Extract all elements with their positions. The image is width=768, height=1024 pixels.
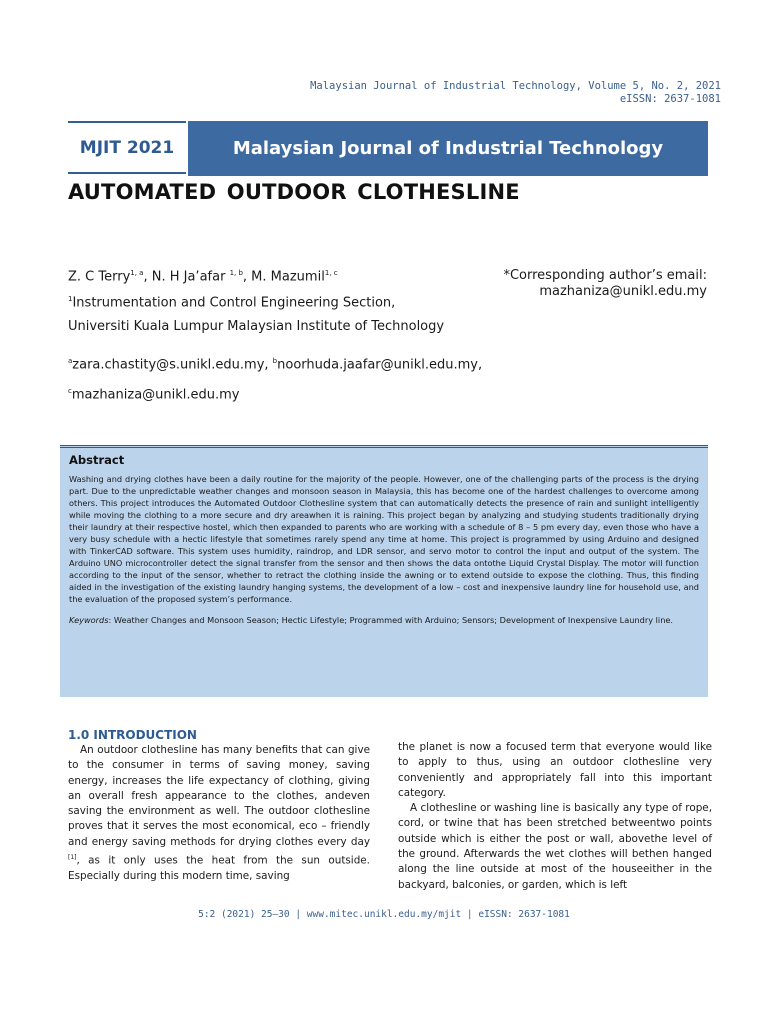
journal-full-name: Malaysian Journal of Industrial Technology — [188, 121, 708, 176]
affiliation-text: Instrumentation and Control Engineering Section, — [72, 295, 396, 311]
abstract-text: Washing and drying clothes have been a daily routine for the majority of the people. However, one of the challenging parts of the process is the drying part. Due to the unpredictable weather changes and monsoon season in Malaysia, this has become one of the hardest challenges to overcome among others. This project introduces the Automated Outdoor Clothesline system that can automatically detects the presence of rain and sunlight intelligently while moving the clothing to a more secure and dry areawhen it is raining. This project began by analyzing and studying students traditionally drying their laundry at their respective hostel, which then expanded to parents who are working with a schedule of 8 – 5 pm every day, even those who have a very busy schedule with a hectic lifestyle that sometimes rarely spend any time at home. This project is programmed by using Arduino and designed with TinkerCAD software. This system uses humidity, raindrop, and LDR sensor, and servo motor to control the input and output of the system. The Arduino UNO microcontroller detect the signal transfer from the sensor and then shows the data ontothe Liquid Crystal Display. The motor will function according to the input of the sensor, whether to retract the clothing inside the awning or to extend outside to expose the clothing. Thus, this finding aided in the investigation of the existing laundry hanging systems, the development of a low – cost and inexpensive laundry line for household use, and the evaluation of the proposed system’s performance. — [69, 474, 699, 604]
affiliation-line: Universiti Kuala Lumpur Malaysian Institute of Technology — [68, 318, 445, 334]
keywords — [69, 614, 699, 626]
paragraph — [68, 743, 370, 884]
body-column-right — [398, 740, 712, 893]
abstract-heading: Abstract — [69, 453, 125, 467]
author-list — [68, 262, 444, 288]
paper-title: AUTOMATED OUTDOOR CLOTHESLINE — [68, 180, 520, 204]
author-block — [68, 262, 444, 338]
author-name: , M. Mazumil — [242, 269, 325, 285]
paragraph-text: An outdoor clothesline has many benefits that can give to the consumer in terms of saving money, saving energy, increases the life expectancy of clothing, giving an overall fresh appearance to the clothes, andeven saving the environment as well. The outdoor clothesline proves that it serves the most economical, eco – friendly and energy saving methods for drying clothes every day — [68, 744, 370, 848]
paragraph-text: , as it only uses the heat from the sun outside. Especially during this modern time, saving — [68, 854, 370, 882]
email-link[interactable]: mazhaniza@unikl.edu.my — [71, 387, 240, 403]
corresponding-label: *Corresponding author’s email: — [503, 268, 707, 283]
email-sup: b — [272, 357, 278, 365]
paragraph: the planet is now a focused term that everyone would like to apply to thus, using an outdoor clothesline very conveniently and appropriately fall into this important category. — [398, 741, 712, 799]
journal-header — [310, 80, 721, 106]
citation[interactable]: [1] — [68, 854, 77, 862]
author-sup: 1, c — [324, 269, 338, 277]
section-heading: 1.0 INTRODUCTION — [68, 728, 197, 742]
keywords-label: Keywords — [69, 615, 109, 625]
author-sup: 1, b — [229, 269, 243, 277]
author-name: , N. H Ja’afar — [143, 269, 230, 285]
author-sup: 1, a — [130, 269, 144, 277]
corresponding-author — [503, 268, 707, 300]
journal-volume-line: Malaysian Journal of Industrial Technology, Volume 5, No. 2, 2021 — [310, 80, 721, 92]
author-name: Z. C Terry — [68, 269, 131, 285]
eissn-line: eISSN: 2637-1081 — [619, 93, 721, 105]
journal-short-name: MJIT 2021 — [68, 121, 186, 174]
corresponding-email[interactable]: mazhaniza@unikl.edu.my — [539, 284, 707, 299]
email-line — [68, 378, 482, 408]
email-line — [68, 348, 482, 378]
abstract-box — [60, 445, 708, 697]
affiliation-sup: 1 — [68, 295, 73, 304]
keywords-text: : Weather Changes and Monsoon Season; Hectic Lifestyle; Programmed with Arduino; Sensors; Development of Inexpensive Laundry line. — [108, 615, 674, 625]
journal-banner — [68, 121, 708, 176]
affiliation-line — [68, 288, 444, 314]
email-sup: a — [68, 357, 73, 365]
paragraph: A clothesline or washing line is basically any type of rope, cord, or twine that has been stretched betweentwo points outside which is either the post or wall, abovethe level of the ground. Afterwards the wet clothes will bethen hanged along the line outside at most of the houseeither in the backyard, balconies, or garden, which is left — [398, 802, 712, 891]
email-link[interactable]: zara.chastity@s.unikl.edu.my, — [72, 357, 273, 373]
email-link[interactable]: noorhuda.jaafar@unikl.edu.my, — [277, 357, 483, 373]
page-footer: 5:2 (2021) 25–30 | www.mitec.unikl.edu.my/mjit | eISSN: 2637-1081 — [198, 909, 570, 920]
email-sup: c — [68, 387, 72, 396]
author-emails — [68, 348, 482, 409]
body-column-left — [68, 743, 370, 884]
